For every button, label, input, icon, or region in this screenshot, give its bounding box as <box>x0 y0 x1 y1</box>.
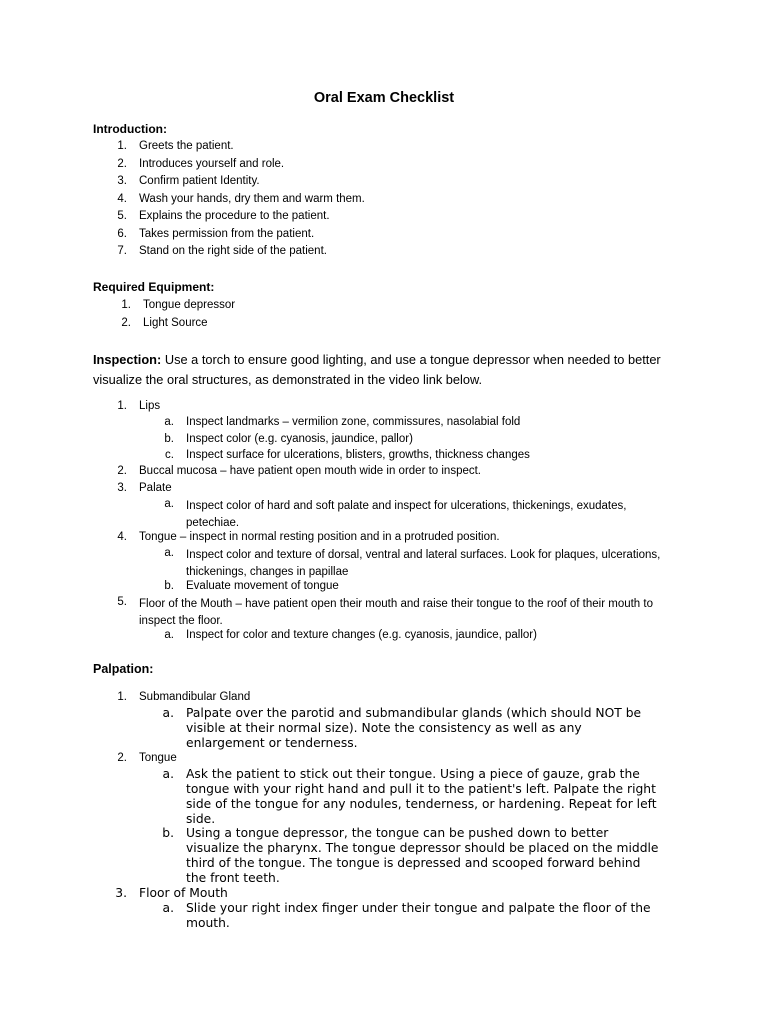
equipment-heading: Required Equipment: <box>93 280 215 294</box>
inspection-intro-text: Use a torch to ensure good lighting, and use a tongue depressor when needed to better visualize the oral structures, as demonstrated in the video link below. <box>93 352 661 387</box>
inspection-heading: Inspection: <box>93 352 162 367</box>
page-title: Oral Exam Checklist <box>313 90 455 106</box>
document-page: Oral Exam Checklist Introduction: 1. Greets the patient. 2. Introduces yourself and role. 3. Confirm patient Identity. 4. Wash your hands, dry them and warm them. 5. Explains the procedure to the patient. 6. Takes permission from the patient. 7. Stand on the right side of the patient. Required Equipment: 1. Tongue depressor 2. Light Source Inspection: Use a torch to ensure good lighting, and use a tongue depressor when needed to better visualize the oral structures, as demonstrated in the video link below. 1. Lips a. Inspect landmarks – vermilion zone, commissures, nasolabial fold b. Inspect color (e.g. cyanosis, jaundice, pallor) c. Inspect surface for ulcerations, blisters, growths, thickness changes 2. Buccal mucosa – have patient open mouth wide in order to inspect. 3. Palate a. Inspect color of hard and soft palate and inspect for ulcerations, thickenings, exudates, petechiae. 4. Tongue – inspect in normal resting position and in a protruded position. a. Inspect color and texture of dorsal, ventral and lateral surfaces. Look for plaques, ulcerations, thickenings, changes in papillae b. Evaluate movement of tongue 5. Floor of the Mouth – have patient open their mouth and raise their tongue to the roof of their mouth to inspect the floor. a. Inspect for color and texture changes (e.g. cyanosis, jaundice, pallor) Palpation: 1. Submandibular Gland a. Palpate over the parotid and submandibular glands (which should NOT be visible at their normal size). Note the consistency as well as any enlargement or tenderness. 2. Tongue a. Ask the patient to stick out their tongue. Using a piece of gauze, grab the tongue with your right hand and pull it to the patient's left. Palpate the right side of the tongue for any nodules, tenderness, or hardening. Repeat for left side. b. Using a tongue depressor, the tongue can be pushed down to better visualize the pharynx. The tongue depressor should be placed on the middle third of the tongue. The tongue is depressed and scooped forward behind the front teeth. 3. Floor of Mouth a. Slide your right index finger under their tongue and palpate the floor of the mouth. <box>0 0 768 1024</box>
introduction-heading: Introduction: <box>93 122 167 136</box>
inspection-intro <box>93 350 678 390</box>
palpation-heading: Palpation: <box>93 662 154 676</box>
